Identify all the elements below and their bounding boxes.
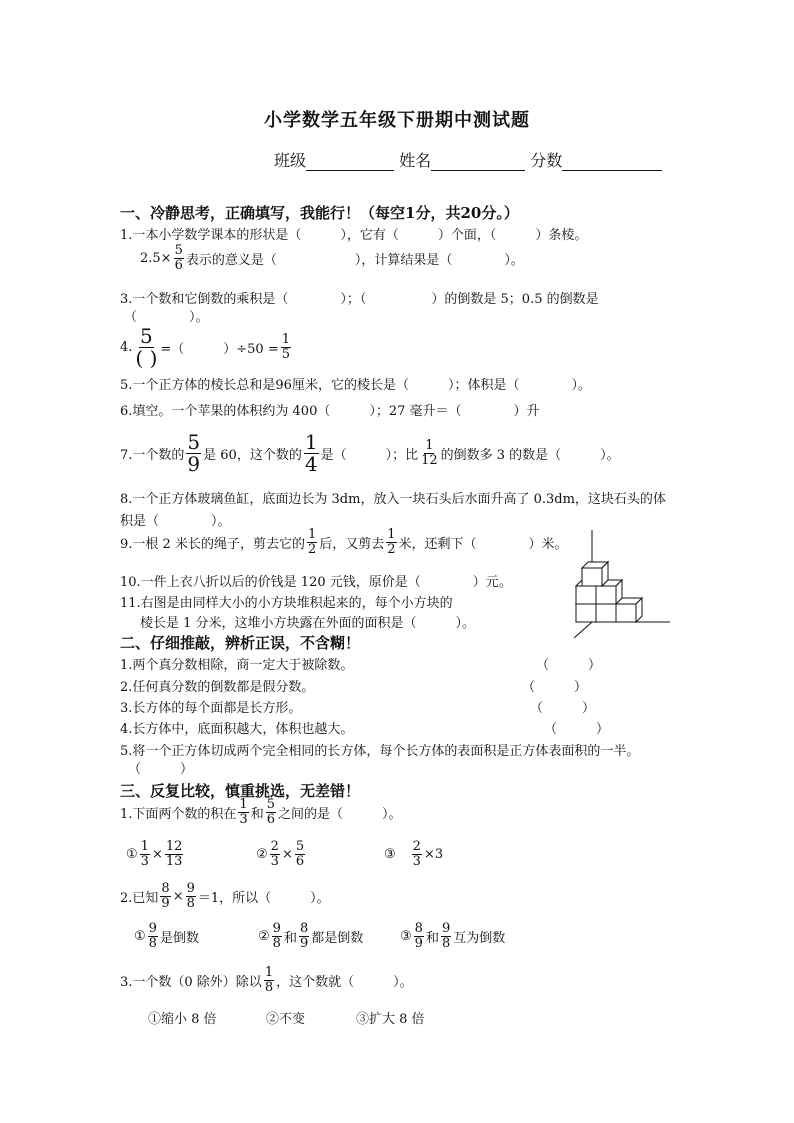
frac-den: 6 bbox=[295, 853, 305, 869]
q7-frac3-num: 1 bbox=[425, 438, 434, 454]
q9-frac1-den: 2 bbox=[307, 541, 317, 557]
score-label: 分数 bbox=[530, 151, 563, 170]
s3q3-option-1: ①缩小 8 倍 bbox=[148, 1012, 217, 1027]
frac-num: 9 bbox=[272, 921, 281, 936]
s2-item-1-paren: （ ） bbox=[536, 658, 602, 673]
fraction bbox=[148, 922, 158, 950]
s3q2-text-a: 2.已知 bbox=[120, 890, 159, 906]
fraction bbox=[272, 922, 282, 950]
q9-fraction-2 bbox=[386, 528, 396, 556]
option-text: 和 bbox=[283, 930, 297, 946]
q4-frac2-den: 5 bbox=[281, 347, 291, 362]
s3q1-option-2 bbox=[256, 840, 307, 868]
q7-fraction-2 bbox=[304, 432, 319, 475]
q9-text-a: 9.一根 2 米长的绳子，剪去它的 bbox=[120, 536, 305, 552]
frac-den: 3 bbox=[412, 853, 421, 869]
option-marker: ① bbox=[126, 846, 138, 862]
s2-item-3-paren: （ ） bbox=[530, 701, 596, 716]
fraction bbox=[270, 840, 280, 868]
s1-question-9 bbox=[120, 528, 568, 556]
q2-frac-num: 5 bbox=[174, 243, 183, 258]
frac-num: 8 bbox=[414, 921, 423, 936]
q7-text-c: 是（ ）；比 bbox=[320, 448, 419, 463]
fraction bbox=[412, 840, 422, 868]
cube bbox=[596, 604, 616, 622]
cube bbox=[582, 568, 602, 586]
option-text: 和 bbox=[425, 930, 439, 946]
times-sign: × bbox=[151, 846, 163, 862]
frac-den: 6 bbox=[266, 811, 275, 827]
q2-text-a: 2.5× bbox=[140, 250, 172, 266]
fraction bbox=[140, 840, 150, 868]
option-marker: ① bbox=[134, 928, 146, 944]
s3q1-fraction-2 bbox=[266, 798, 276, 826]
frac-den: 9 bbox=[414, 935, 423, 951]
cube bbox=[576, 586, 596, 604]
frac-den: 8 bbox=[441, 935, 451, 951]
frac-num: 1 bbox=[264, 965, 274, 980]
frac-den: 3 bbox=[140, 853, 149, 869]
q7-text-a: 7.一个数的 bbox=[120, 448, 185, 463]
frac-num: 1 bbox=[140, 839, 149, 854]
s1-question-11b: 棱长是 1 分米，这堆小方块露在外面的面积是（ ）。 bbox=[140, 616, 476, 631]
frac-num: 1 bbox=[239, 797, 248, 812]
s2-item-1: 1.两个真分数相除，商一定大于被除数。 bbox=[120, 658, 354, 673]
times-three: ×3 bbox=[423, 846, 444, 862]
q7-frac2-den: 4 bbox=[304, 452, 318, 476]
frac-den: 8 bbox=[148, 935, 157, 951]
s3q2-text-b: ＝1，所以（ ）。 bbox=[197, 890, 330, 906]
s3-question-2 bbox=[120, 882, 330, 910]
frac-num: 9 bbox=[148, 921, 157, 936]
s1-question-8b: 积是（ ）。 bbox=[120, 514, 231, 529]
s1-question-8a: 8.一个正方体玻璃鱼缸，底面边长为 3dm，放入一块石头后水面升高了 0.3dm，这块石头的体 bbox=[120, 492, 666, 507]
q7-fraction-1 bbox=[186, 432, 201, 475]
q4-fraction-2 bbox=[281, 333, 291, 361]
cube bbox=[596, 586, 616, 604]
q9-frac1-num: 1 bbox=[307, 527, 317, 542]
s2-item-2-paren: （ ） bbox=[522, 680, 588, 695]
fraction bbox=[186, 882, 196, 910]
option-text: 互为倒数 bbox=[453, 930, 506, 946]
s2-item-2: 2.任何真分数的倒数都是假分数。 bbox=[120, 680, 315, 695]
cube bbox=[576, 604, 596, 622]
fraction bbox=[414, 922, 424, 950]
times-sign: × bbox=[281, 846, 293, 862]
s3q2-option-3 bbox=[400, 922, 505, 950]
cube-stack-figure bbox=[572, 530, 672, 640]
frac-num: 2 bbox=[412, 839, 421, 854]
class-blank bbox=[306, 152, 394, 171]
option-text: 是倒数 bbox=[159, 930, 199, 946]
option-marker: ③ bbox=[400, 928, 412, 944]
option-marker: ③ bbox=[384, 846, 396, 862]
q7-frac2-num: 1 bbox=[304, 430, 318, 454]
times-sign: × bbox=[172, 888, 184, 904]
frac-den: 8 bbox=[186, 895, 195, 911]
q7-frac1-num: 5 bbox=[187, 430, 201, 454]
s3q2-option-1 bbox=[134, 922, 199, 950]
class-label: 班级 bbox=[274, 151, 307, 170]
s1-question-11a: 11.右图是由同样大小的小方块堆积起来的，每个小方块的 bbox=[120, 596, 453, 611]
fraction bbox=[299, 922, 309, 950]
q9-text-b: 后，又剪去 bbox=[319, 536, 385, 552]
q9-text-c: 米，还剩下（ ）米。 bbox=[398, 536, 568, 552]
frac-den: 13 bbox=[165, 853, 183, 869]
frac-num: 9 bbox=[441, 921, 451, 936]
s1-question-7 bbox=[120, 432, 620, 475]
s1-question-5: 5.一个正方体的棱长总和是96厘米，它的棱长是（ ）；体积是（ ）。 bbox=[120, 378, 591, 393]
q4-frac-num: 5 bbox=[140, 324, 153, 348]
name-label: 姓名 bbox=[399, 151, 432, 170]
option-text: 都是倒数 bbox=[311, 930, 364, 946]
fraction bbox=[165, 840, 184, 868]
fraction bbox=[264, 966, 274, 994]
q9-fraction-1 bbox=[307, 528, 317, 556]
s3q1-option-1 bbox=[126, 840, 185, 868]
page-title: 小学数学五年级下册期中测试题 bbox=[264, 110, 530, 131]
q4-frac-den: ( ) bbox=[135, 346, 158, 370]
frac-den: 9 bbox=[161, 895, 170, 911]
s3q1-text-b: 和 bbox=[250, 806, 264, 822]
fraction bbox=[441, 922, 451, 950]
s3q1-fraction-1 bbox=[238, 798, 248, 826]
q9-frac2-den: 2 bbox=[387, 541, 396, 557]
name-blank bbox=[431, 152, 525, 171]
s1-question-3a: 3.一个数和它倒数的乘积是（ ）；（ ）的倒数是 5；0.5 的倒数是 bbox=[120, 292, 599, 307]
s3-question-3 bbox=[120, 966, 413, 994]
q4-text-a: 4. bbox=[120, 340, 133, 355]
s3q1-text-a: 1.下面两个数的积在 bbox=[120, 806, 237, 822]
student-info-line bbox=[274, 148, 662, 171]
frac-den: 8 bbox=[272, 935, 281, 951]
section1-title: 一、冷静思考，正确填写，我能行！（每空1分，共20分。） bbox=[120, 204, 519, 222]
s2-item-3: 3.长方体的每个面都是长方形。 bbox=[120, 701, 302, 716]
s3q3-text-b: ，这个数就（ ）。 bbox=[276, 974, 413, 990]
frac-den: 3 bbox=[270, 853, 279, 869]
s1-question-10: 10.一件上衣八折以后的价钱是 120 元钱，原价是（ ）元。 bbox=[120, 575, 512, 590]
s2-item-4: 4.长方体中，底面积越大，体积也越大。 bbox=[120, 722, 354, 737]
q2-fraction bbox=[174, 244, 184, 272]
axis-depth bbox=[574, 622, 592, 638]
s3q2-option-2 bbox=[258, 922, 363, 950]
score-blank bbox=[562, 152, 662, 171]
q7-fraction-3 bbox=[420, 439, 439, 467]
q7-frac3-den: 12 bbox=[421, 453, 438, 468]
s1-question-4 bbox=[120, 326, 293, 369]
s3q3-text-a: 3.一个数（0 除外）除以 bbox=[120, 974, 262, 990]
s3q3-option-2: ②不变 bbox=[266, 1012, 306, 1027]
frac-num: 5 bbox=[266, 797, 275, 812]
s2-item-5: 5.将一个正方体切成两个完全相同的长方体，每个长方体的表面积是正方体表面积的一半。 bbox=[120, 744, 640, 759]
s2-item-4-paren: （ ） bbox=[544, 722, 610, 737]
frac-num: 2 bbox=[270, 839, 279, 854]
frac-num: 8 bbox=[299, 921, 309, 936]
q4-text-b: =（ ）÷50 = bbox=[160, 342, 279, 357]
q4-fraction bbox=[134, 326, 158, 369]
section3-title: 三、反复比较，慎重挑选，无差错！ bbox=[120, 782, 361, 800]
s2-item-5-paren: （ ） bbox=[128, 762, 194, 777]
frac-num: 8 bbox=[161, 881, 170, 896]
s3q1-text-c: 之间的是（ ）。 bbox=[277, 806, 402, 822]
option-marker: ② bbox=[258, 928, 270, 944]
frac-den: 3 bbox=[239, 811, 248, 827]
s1-question-6: 6.填空。一个苹果的体积约为 400（ ）；27 毫升＝（ ）升 bbox=[120, 404, 540, 419]
frac-num: 9 bbox=[186, 881, 195, 896]
q7-frac1-den: 9 bbox=[187, 452, 201, 476]
frac-den: 8 bbox=[264, 979, 274, 995]
fraction bbox=[295, 840, 305, 868]
option-marker: ② bbox=[256, 846, 268, 862]
frac-num: 5 bbox=[295, 839, 305, 854]
q9-frac2-num: 1 bbox=[387, 527, 396, 542]
s3-question-1 bbox=[120, 798, 402, 826]
section2-title: 二、仔细推敲，辨析正误，不含糊！ bbox=[120, 634, 361, 652]
frac-num: 12 bbox=[165, 839, 183, 854]
q2-frac-den: 6 bbox=[174, 257, 183, 273]
q2-text-b: 表示的意义是（ ），计算结果是（ ）。 bbox=[185, 252, 524, 268]
fraction bbox=[160, 882, 170, 910]
s1-question-2 bbox=[140, 244, 524, 272]
frac-den: 9 bbox=[299, 935, 309, 951]
s1-question-3b: （ ）。 bbox=[124, 310, 209, 325]
q7-text-b: 是 60，这个数的 bbox=[203, 448, 302, 463]
cube bbox=[616, 604, 636, 622]
s3q3-option-3: ③扩大 8 倍 bbox=[356, 1012, 425, 1027]
s3q1-option-3 bbox=[384, 840, 443, 868]
q7-text-d: 的倒数多 3 的数是（ ）。 bbox=[440, 448, 620, 463]
q4-frac2-num: 1 bbox=[281, 332, 291, 348]
s1-question-1: 1.一本小学数学课本的形状是（ ），它有（ ）个面，（ ）条棱。 bbox=[120, 228, 588, 243]
